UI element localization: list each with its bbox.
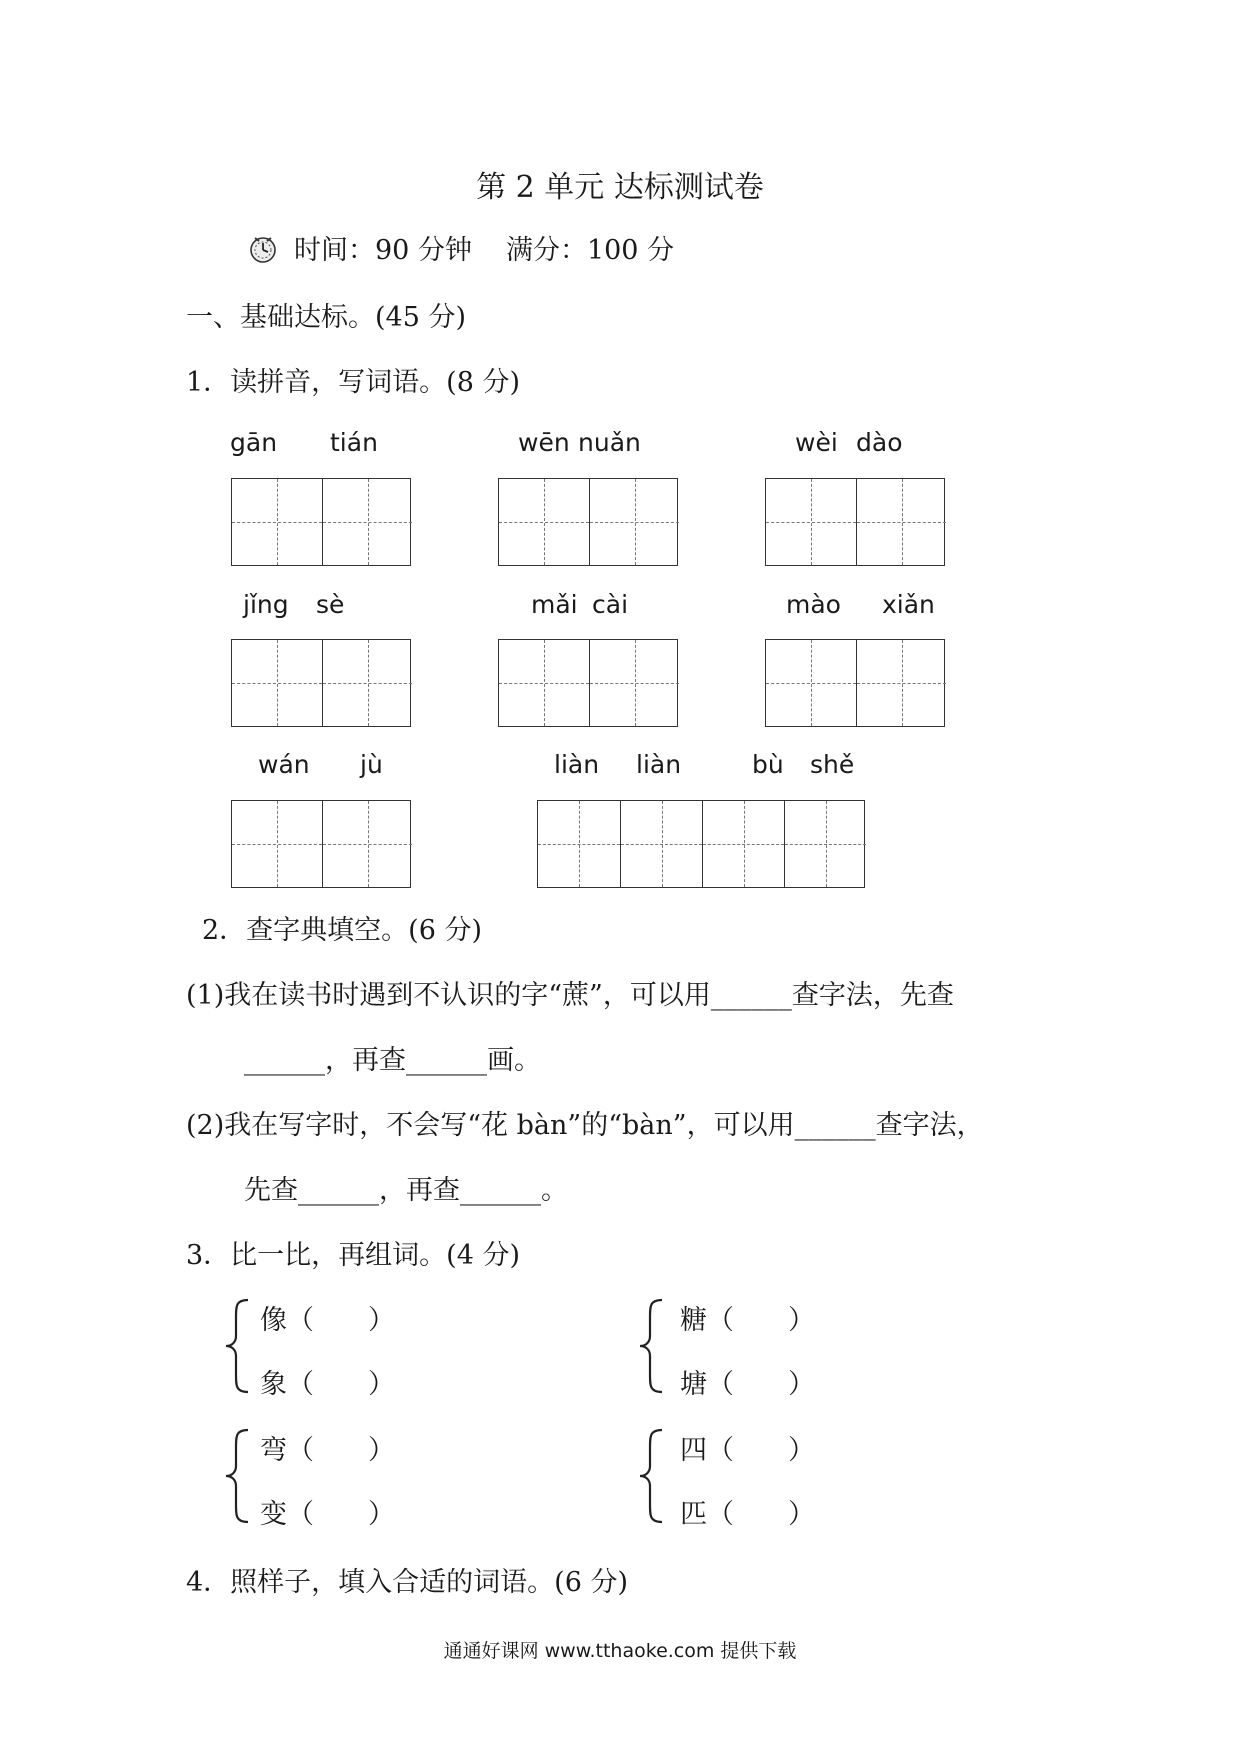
pinyin: wèi	[795, 428, 838, 457]
question-3-heading: 3．比一比，再组词。(4 分)	[186, 1240, 521, 1271]
question-2-line: (2)我在写字时，不会写“花 bàn”的“bàn”，可以用______查字法，	[186, 1110, 984, 1141]
compare-word: 糖（ ）	[680, 1305, 815, 1336]
pinyin: tián	[330, 428, 378, 457]
clock-icon	[246, 231, 280, 265]
question-1-heading: 1．读拼音，写词语。(8 分)	[186, 367, 521, 398]
writing-grid[interactable]	[765, 478, 945, 566]
brace-icon	[636, 1296, 666, 1396]
pinyin: jǐng	[243, 590, 289, 619]
writing-grid[interactable]	[498, 639, 678, 727]
pinyin: gān	[230, 428, 278, 457]
pinyin: liàn	[636, 750, 682, 779]
section-heading: 一、基础达标。(45 分)	[186, 302, 467, 333]
exam-score: 满分：100 分	[505, 235, 675, 266]
question-4-heading: 4．照样子，填入合适的词语。(6 分)	[186, 1567, 629, 1598]
pinyin: nuǎn	[578, 428, 641, 457]
question-2-line: 先查______，再查______。	[244, 1175, 568, 1206]
compare-word: 四（ ）	[680, 1435, 815, 1466]
pinyin: mào	[786, 590, 841, 619]
exam-meta	[246, 228, 674, 267]
pinyin: shě	[810, 750, 855, 779]
pinyin: jù	[360, 750, 383, 779]
writing-grid[interactable]	[765, 639, 945, 727]
compare-word: 匹（ ）	[680, 1499, 815, 1530]
pinyin: sè	[316, 590, 345, 619]
brace-icon	[222, 1296, 252, 1396]
pinyin: wán	[258, 750, 310, 779]
writing-grid[interactable]	[231, 800, 411, 888]
pinyin: liàn	[554, 750, 600, 779]
writing-grid[interactable]	[537, 800, 865, 888]
question-2-heading: 2．查字典填空。(6 分)	[202, 915, 483, 946]
writing-grid[interactable]	[231, 478, 411, 566]
question-2-line: ______，再查______画。	[244, 1045, 541, 1076]
page-title: 第 2 单元 达标测试卷	[476, 170, 764, 205]
exam-time: 时间：90 分钟	[294, 235, 472, 266]
pinyin: xiǎn	[882, 590, 935, 619]
pinyin: cài	[592, 590, 629, 619]
pinyin: wēn	[518, 428, 570, 457]
question-2-line: (1)我在读书时遇到不认识的字“蔗”，可以用______查字法，先查	[186, 980, 954, 1011]
writing-grid[interactable]	[231, 639, 411, 727]
compare-word: 塘（ ）	[680, 1369, 815, 1400]
brace-icon	[636, 1426, 666, 1526]
pinyin: dào	[856, 428, 903, 457]
footer-credit: 通通好课网 www.tthaoke.com 提供下载	[443, 1640, 797, 1662]
pinyin: bù	[752, 750, 784, 779]
writing-grid[interactable]	[498, 478, 678, 566]
compare-word: 弯（ ）	[260, 1435, 395, 1466]
brace-icon	[222, 1426, 252, 1526]
pinyin: mǎi	[531, 590, 578, 619]
compare-word: 变（ ）	[260, 1499, 395, 1530]
compare-word: 像（ ）	[260, 1305, 395, 1336]
compare-word: 象（ ）	[260, 1369, 395, 1400]
